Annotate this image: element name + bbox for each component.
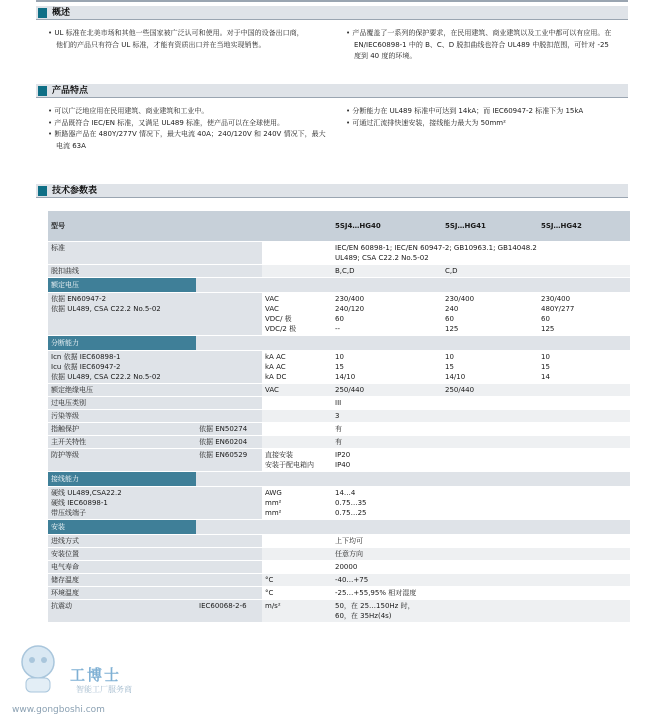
table-row: 污染等级 3 xyxy=(48,410,630,422)
table-row: 安装位置 任意方向 xyxy=(48,548,630,560)
row-label: Icn 依据 IEC60898-1 Icu 依据 IEC60947-2 依据 UL489, CSA C22.2 No.5-02 xyxy=(48,351,196,383)
row-label: 额定绝缘电压 xyxy=(48,384,196,396)
row-label: 储存温度 xyxy=(48,574,196,586)
robot-mascot-icon xyxy=(8,638,68,698)
group-label: 安装 xyxy=(48,520,196,534)
bullet-text: • UL 标准在北美市场和其他一些国家被广泛认可和使用。对于中国的设备出口商，他们的产品只有符合 UL 标准，才能有资质出口并在当地实现销售。 xyxy=(48,28,310,51)
section-header-overview xyxy=(36,6,628,20)
top-rule xyxy=(36,0,628,2)
table-row: 依据 EN60947-2 依据 UL489, CSA C22.2 No.5-02 VAC VAC VDC/ 极 VDC/2 极 230/400 240/120 60 -- 230/400 240 60 125 230/400 480Y/277 60 125 xyxy=(48,293,630,335)
header-model: 型号 xyxy=(48,211,196,241)
row-label: 过电压类别 xyxy=(48,397,196,409)
row-label: 主开关特性 xyxy=(48,436,196,448)
row-label: 硬线 UL489,CSA22.2 硬线 IEC60898-1 带压线端子 xyxy=(48,487,196,519)
row-label: 依据 EN60947-2 依据 UL489, CSA C22.2 No.5-02 xyxy=(48,293,196,335)
table-row xyxy=(48,242,630,264)
section-header-features xyxy=(36,84,628,98)
row-label: 标准 xyxy=(48,242,196,264)
group-row xyxy=(48,520,630,534)
table-row: 电气寿命 20000 xyxy=(48,561,630,573)
row-label: 安装位置 xyxy=(48,548,196,560)
section-title: 概述 xyxy=(52,8,71,18)
header-hg41: 5SJ…HG41 xyxy=(442,211,538,241)
bullet-text: • 分断能力在 UL489 标准中可达到 14kA；而 IEC60947-2 标准下为 15kA xyxy=(346,106,626,118)
group-row xyxy=(48,472,630,486)
section-marker xyxy=(38,86,47,96)
row-label: 环境温度 xyxy=(48,587,196,599)
table-row: Icn 依据 IEC60898-1 Icu 依据 IEC60947-2 依据 UL489, CSA C22.2 No.5-02 kA AC kA AC kA DC 10 15 14/10 10 15 14/10 10 15 14 xyxy=(48,351,630,383)
features-left xyxy=(48,106,332,152)
features-right xyxy=(346,106,626,129)
table-row: 主开关特性 依据 EN60204 有 xyxy=(48,436,630,448)
table-row: 环境温度 °C -25…+55,95% 相对湿度 xyxy=(48,587,630,599)
table-row: 脱扣曲线 B,C,D C,D xyxy=(48,265,630,277)
group-row xyxy=(48,336,630,350)
row-label: 电气寿命 xyxy=(48,561,196,573)
bullet-text: • 可通过汇流排快速安装，接线能力最大为 50mm² xyxy=(346,118,626,130)
table-row: 储存温度 °C -40…+75 xyxy=(48,574,630,586)
table-row: 硬线 UL489,CSA22.2 硬线 IEC60898-1 带压线端子 AWG mm² mm² 14…4 0.75…35 0.75…25 xyxy=(48,487,630,519)
bullet-text: • 产品覆盖了一系列的保护要求，在民用建筑、商业建筑以及工业中都可以有应用。在 EN/IEC60898-1 中的 B、C、D 脱扣曲线也符合 UL489 中脱扣范围，可针对 -25 度到 40 度的环境。 xyxy=(346,28,618,63)
group-label: 接线能力 xyxy=(48,472,196,486)
table-row: 进线方式 上下均可 xyxy=(48,535,630,547)
table-row: 防护等级 依据 EN60529 直接安装 安装于配电箱内 IP20 IP40 xyxy=(48,449,630,471)
table-row: 抗震动 IEC60068-2-6 m/s² 50，在 25…150Hz 时， 60，在 35Hz(4s) xyxy=(48,600,630,622)
bullet-text: • 断路器产品在 480Y/277V 情况下，最大电流 40A；240/120V 和 240V 情况下，最大电流 63A xyxy=(48,129,332,152)
row-value: IEC/EN 60898-1; IEC/EN 60947-2; GB10963.1; GB14048.2 UL489; CSA C22.2 No.5-02 xyxy=(332,242,630,264)
bullet-text: • 产品既符合 IEC/EN 标准，又满足 UL489 标准，使产品可以在全球使用。 xyxy=(48,118,332,130)
watermark-tagline: 智能工厂服务商 xyxy=(76,685,132,694)
table-row: 过电压类别 III xyxy=(48,397,630,409)
group-row xyxy=(48,278,630,292)
overview-right xyxy=(346,28,618,63)
section-title: 技术参数表 xyxy=(52,186,98,196)
group-label: 额定电压 xyxy=(48,278,196,292)
group-label: 分断能力 xyxy=(48,336,196,350)
spec-table xyxy=(48,210,630,623)
watermark-brand: 工博士 xyxy=(70,666,122,684)
row-label: 防护等级 xyxy=(48,449,196,471)
section-header-tech xyxy=(36,184,628,198)
table-row: 指触保护 依据 EN50274 有 xyxy=(48,423,630,435)
section-marker xyxy=(38,8,47,18)
table-header-row xyxy=(48,211,630,241)
section-marker xyxy=(38,186,47,196)
overview-left xyxy=(48,28,310,51)
table-row: 额定绝缘电压 VAC 250/440 250/440 xyxy=(48,384,630,396)
row-label: 脱扣曲线 xyxy=(48,265,196,277)
row-label: 指触保护 xyxy=(48,423,196,435)
row-unit: VAC VAC VDC/ 极 VDC/2 极 xyxy=(262,293,332,335)
row-label: 进线方式 xyxy=(48,535,196,547)
row-label: 污染等级 xyxy=(48,410,196,422)
header-hg42: 5SJ…HG42 xyxy=(538,211,630,241)
bullet-text: • 可以广泛地应用在民用建筑、商业建筑和工业中。 xyxy=(48,106,332,118)
row-unit: kA AC kA AC kA DC xyxy=(262,351,332,383)
row-label: 抗震动 xyxy=(48,600,196,622)
section-title: 产品特点 xyxy=(52,86,89,96)
watermark-url: www.gongboshi.com xyxy=(12,705,105,715)
header-hg40: 5SJ4…HG40 xyxy=(332,211,442,241)
